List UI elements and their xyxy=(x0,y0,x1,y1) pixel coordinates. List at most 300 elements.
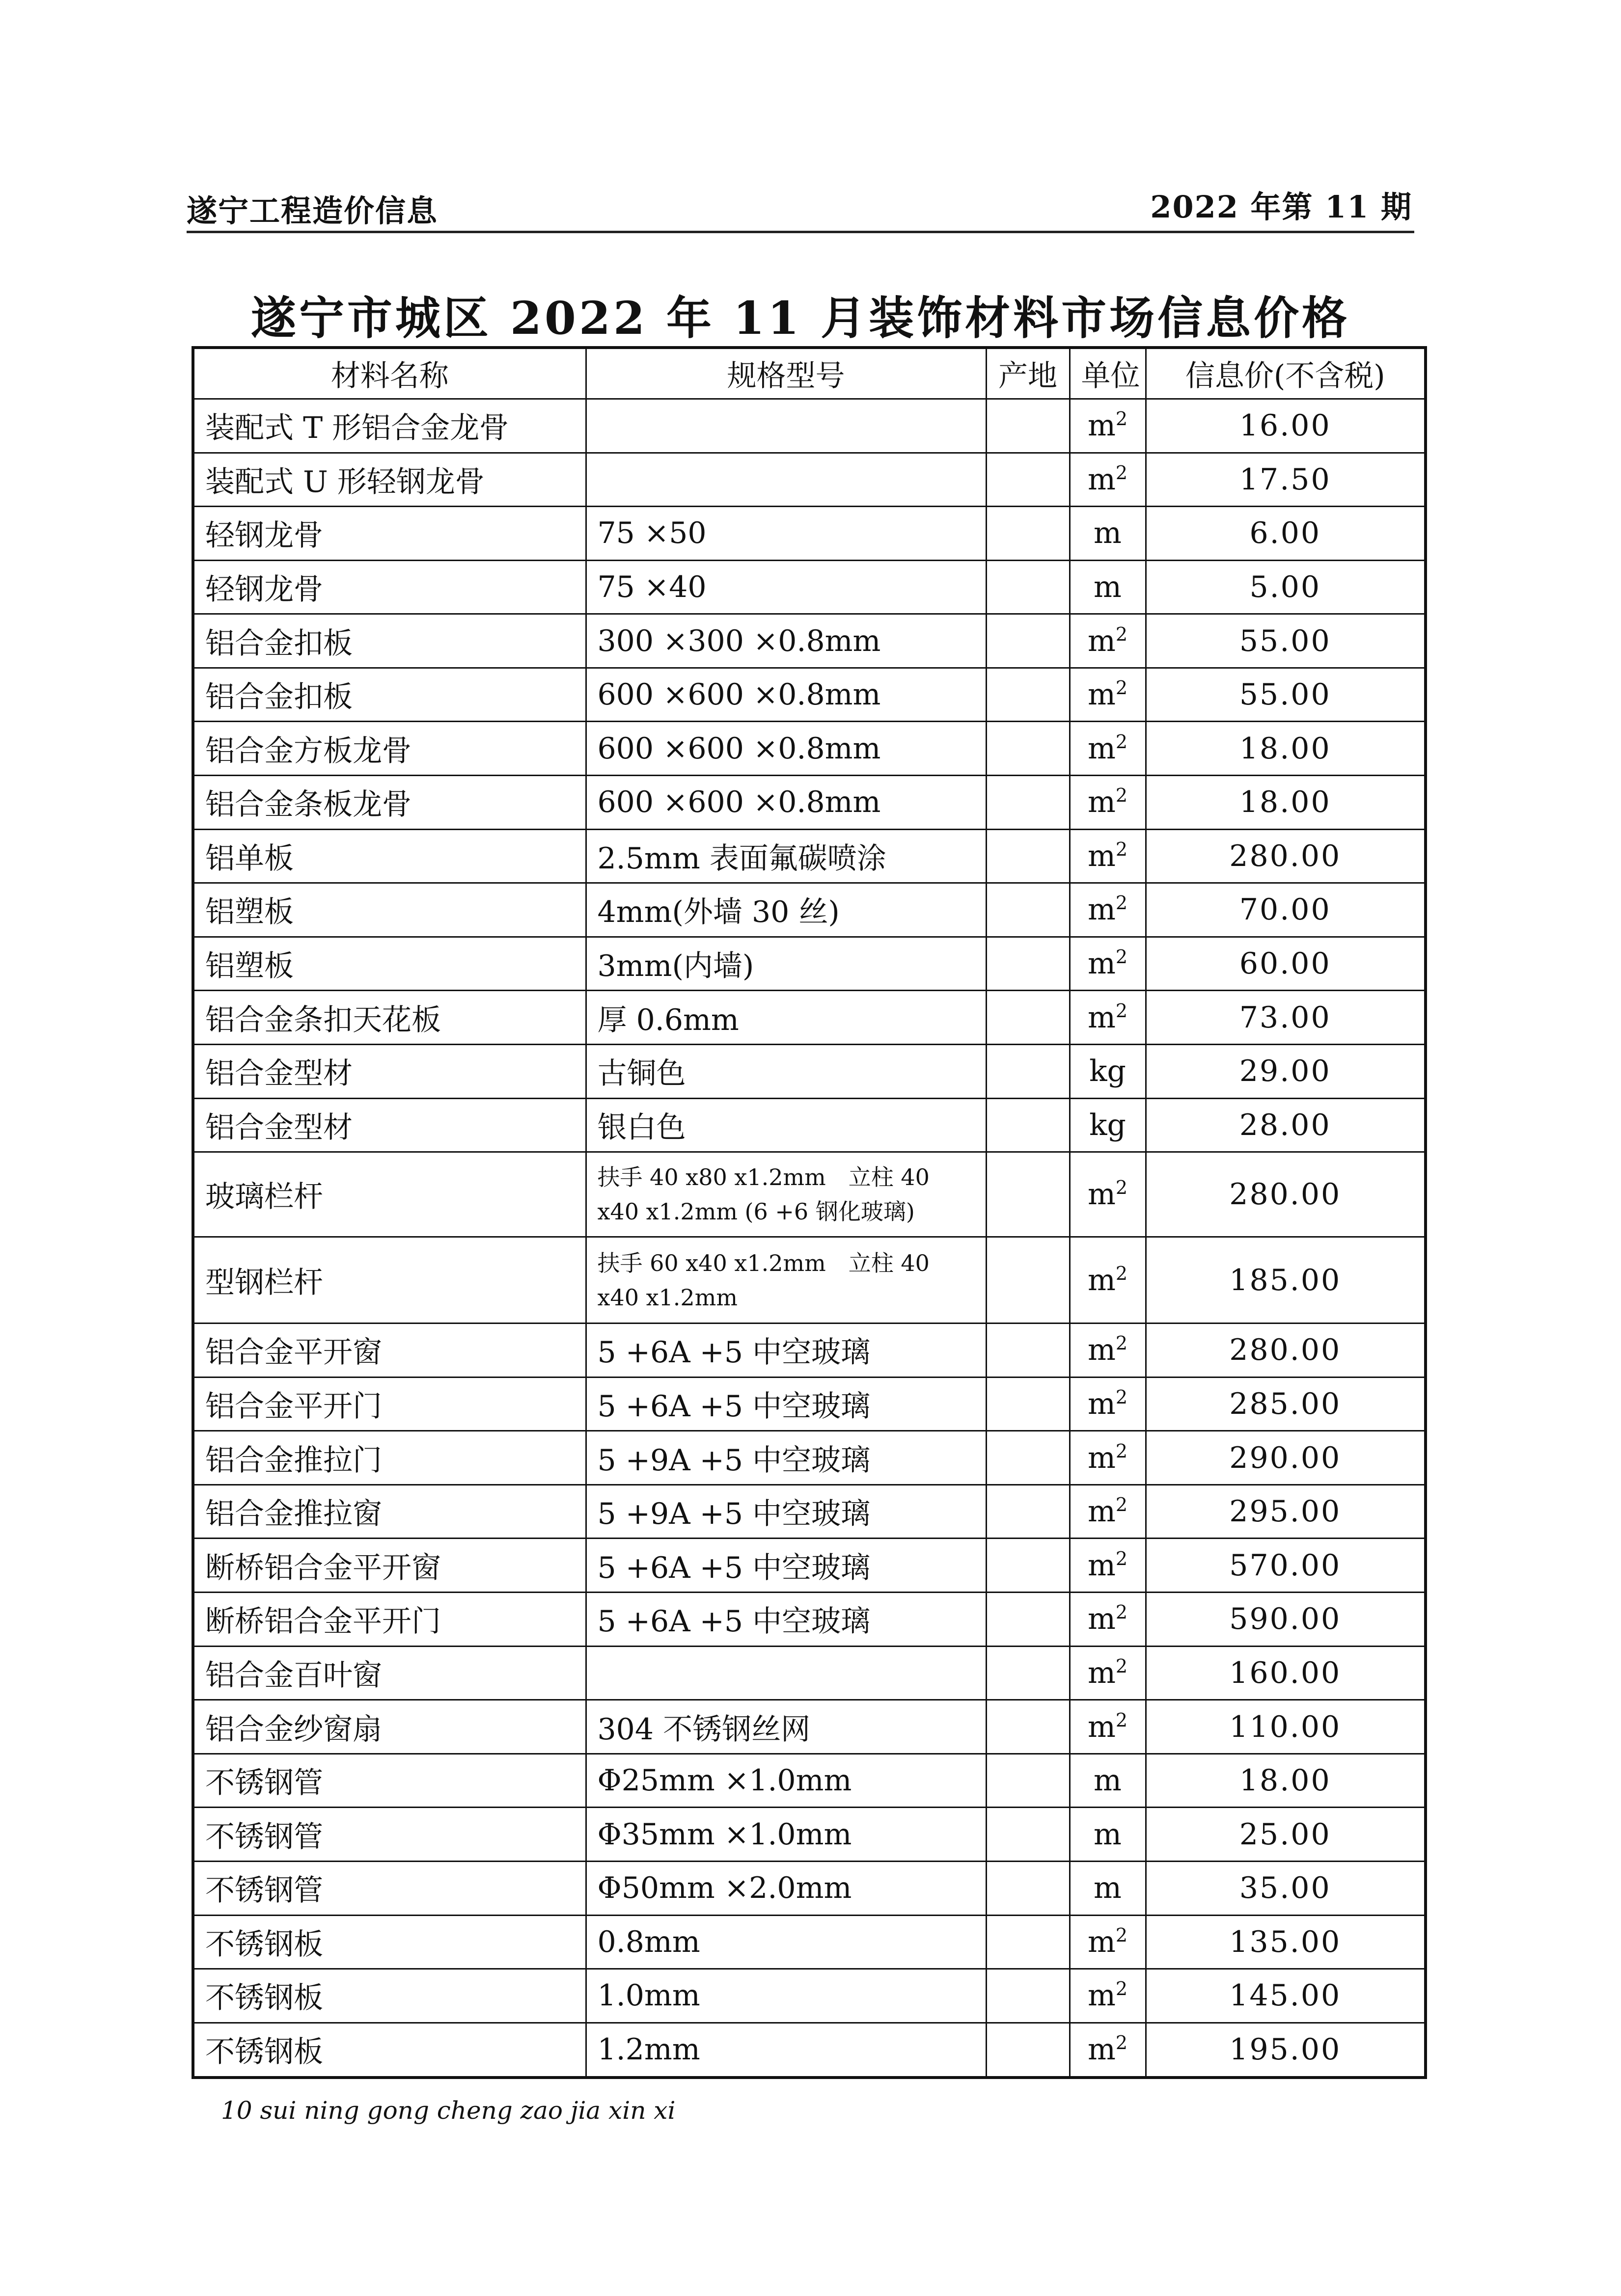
spec-cell xyxy=(586,991,986,1045)
spec-cell-text: 古铜色 xyxy=(597,1056,686,1091)
table-row xyxy=(193,1377,1426,1431)
price-cell xyxy=(1146,1539,1426,1593)
table-row xyxy=(193,991,1426,1045)
price-cell xyxy=(1146,453,1426,507)
spec-cell xyxy=(586,1237,986,1324)
material-name-cell xyxy=(193,722,586,776)
price-cell-text: 6.00 xyxy=(1249,516,1321,551)
price-cell xyxy=(1146,829,1426,883)
unit-cell xyxy=(1070,1808,1146,1862)
unit-cell xyxy=(1070,1098,1146,1152)
material-name-cell xyxy=(193,1861,586,1915)
unit-cell-text: m xyxy=(1094,516,1122,551)
material-name-cell xyxy=(193,883,586,937)
material-name-cell-text: 铝塑板 xyxy=(205,895,294,930)
spec-cell xyxy=(586,1646,986,1700)
material-name-cell-text: 铝合金推拉门 xyxy=(205,1443,382,1478)
origin-cell xyxy=(986,668,1070,722)
spec-cell xyxy=(586,1754,986,1808)
material-name-cell xyxy=(193,1237,586,1324)
spec-cell-text: 0.8mm xyxy=(597,1924,700,1959)
spec-cell xyxy=(586,507,986,561)
unit-cell-text: m xyxy=(1087,1494,1116,1529)
origin-cell xyxy=(986,883,1070,937)
price-cell xyxy=(1146,1593,1426,1647)
material-name-cell-text: 不锈钢管 xyxy=(205,1766,323,1801)
origin-cell xyxy=(986,1861,1070,1915)
square-superscript: 2 xyxy=(1115,2032,1128,2054)
origin-cell xyxy=(986,991,1070,1045)
spec-cell xyxy=(586,829,986,883)
table-row xyxy=(193,1593,1426,1647)
unit-cell xyxy=(1070,883,1146,937)
table-row xyxy=(193,614,1426,668)
material-name-cell-text: 轻钢龙骨 xyxy=(205,572,323,607)
spec-cell-text: 5 +9A +5 中空玻璃 xyxy=(597,1497,871,1532)
price-cell xyxy=(1146,399,1426,453)
spec-cell-text: Φ50mm ×2.0mm xyxy=(597,1871,852,1906)
spec-cell-text: 厚 0.6mm xyxy=(597,1002,739,1037)
unit-cell-text: m xyxy=(1087,408,1116,443)
material-name-cell xyxy=(193,2023,586,2078)
material-name-cell-text: 铝合金方板龙骨 xyxy=(205,733,412,768)
material-name-cell xyxy=(193,776,586,830)
spec-cell xyxy=(586,776,986,830)
spec-cell xyxy=(586,2023,986,2078)
price-cell-text: 195.00 xyxy=(1229,2032,1342,2067)
origin-cell xyxy=(986,453,1070,507)
table-row xyxy=(193,1861,1426,1915)
origin-cell xyxy=(986,2023,1070,2078)
material-name-cell xyxy=(193,1915,586,1969)
table-header-row xyxy=(193,348,1426,399)
material-name-cell-text: 装配式 T 形铝合金龙骨 xyxy=(205,411,509,446)
material-name-cell xyxy=(193,399,586,453)
unit-cell-text: m xyxy=(1087,677,1116,712)
material-name-cell xyxy=(193,937,586,991)
origin-cell xyxy=(986,1915,1070,1969)
table-row xyxy=(193,2023,1426,2078)
spec-cell xyxy=(586,1700,986,1754)
publication-title: 遂宁工程造价信息 xyxy=(187,193,439,229)
spec-cell xyxy=(586,883,986,937)
spec-cell-text: Φ35mm ×1.0mm xyxy=(597,1817,852,1852)
unit-cell xyxy=(1070,560,1146,614)
origin-cell xyxy=(986,1098,1070,1152)
spec-cell xyxy=(586,1324,986,1378)
material-name-cell-text: 铝合金型材 xyxy=(205,1056,353,1091)
price-cell-text: 185.00 xyxy=(1229,1263,1342,1297)
price-cell xyxy=(1146,1969,1426,2023)
square-superscript: 2 xyxy=(1115,1262,1128,1284)
material-name-cell xyxy=(193,1098,586,1152)
origin-cell xyxy=(986,1808,1070,1862)
unit-cell xyxy=(1070,991,1146,1045)
column-header-price: 信息价(不含税) xyxy=(1146,348,1426,399)
price-cell-text: 295.00 xyxy=(1229,1494,1342,1529)
material-name-cell-text: 铝塑板 xyxy=(205,949,294,984)
table-row xyxy=(193,1539,1426,1593)
unit-cell-text: m xyxy=(1087,462,1116,497)
price-cell-text: 60.00 xyxy=(1239,946,1331,981)
material-name-cell-text: 铝合金纱窗扇 xyxy=(205,1712,382,1747)
price-cell xyxy=(1146,560,1426,614)
price-cell xyxy=(1146,614,1426,668)
price-cell xyxy=(1146,2023,1426,2078)
unit-cell xyxy=(1070,453,1146,507)
price-cell-text: 28.00 xyxy=(1239,1107,1331,1142)
material-name-cell xyxy=(193,1754,586,1808)
unit-cell xyxy=(1070,1593,1146,1647)
origin-cell xyxy=(986,937,1070,991)
spec-cell-text: 4mm(外墙 30 丝) xyxy=(597,895,840,930)
price-cell-text: 73.00 xyxy=(1239,1000,1331,1035)
material-name-cell-text: 型钢栏杆 xyxy=(205,1265,323,1300)
spec-cell-text: 75 ×50 xyxy=(597,516,707,551)
material-name-cell xyxy=(193,1969,586,2023)
material-name-cell-text: 铝合金平开窗 xyxy=(205,1335,382,1370)
square-superscript: 2 xyxy=(1115,730,1128,753)
origin-cell xyxy=(986,399,1070,453)
origin-cell xyxy=(986,1593,1070,1647)
material-name-cell xyxy=(193,1152,586,1237)
material-name-cell xyxy=(193,1646,586,1700)
unit-cell-text: m xyxy=(1087,1333,1116,1368)
square-superscript: 2 xyxy=(1115,1601,1128,1623)
unit-cell xyxy=(1070,1646,1146,1700)
price-cell-text: 570.00 xyxy=(1229,1548,1342,1583)
spec-cell xyxy=(586,668,986,722)
price-cell-text: 280.00 xyxy=(1229,1177,1342,1212)
square-superscript: 2 xyxy=(1115,1177,1128,1199)
material-name-cell-text: 铝单板 xyxy=(205,841,294,876)
table-row xyxy=(193,453,1426,507)
price-cell-text: 110.00 xyxy=(1229,1709,1342,1744)
price-cell xyxy=(1146,1485,1426,1539)
material-name-cell xyxy=(193,507,586,561)
price-cell-text: 70.00 xyxy=(1239,892,1331,927)
unit-cell-text: m xyxy=(1087,1978,1116,2013)
spec-cell xyxy=(586,453,986,507)
unit-cell-text: m xyxy=(1087,785,1116,820)
price-cell xyxy=(1146,1808,1426,1862)
material-name-cell-text: 铝合金条扣天花板 xyxy=(205,1002,441,1037)
origin-cell xyxy=(986,507,1070,561)
price-cell-text: 590.00 xyxy=(1229,1602,1342,1637)
price-cell-text: 18.00 xyxy=(1239,785,1331,820)
table-row xyxy=(193,507,1426,561)
unit-cell-text: m xyxy=(1087,1655,1116,1690)
unit-cell xyxy=(1070,937,1146,991)
material-name-cell-text: 轻钢龙骨 xyxy=(205,518,323,553)
material-name-cell xyxy=(193,1431,586,1485)
table-row xyxy=(193,1237,1426,1324)
price-cell-text: 55.00 xyxy=(1239,623,1331,658)
unit-cell xyxy=(1070,829,1146,883)
material-name-cell-text: 铝合金平开门 xyxy=(205,1389,382,1424)
price-cell-text: 35.00 xyxy=(1239,1871,1331,1906)
spec-cell xyxy=(586,1152,986,1237)
origin-cell xyxy=(986,1152,1070,1237)
spec-cell xyxy=(586,1539,986,1593)
unit-cell-text: m xyxy=(1087,1000,1116,1035)
spec-cell-text: 5 +6A +5 中空玻璃 xyxy=(597,1604,871,1639)
square-superscript: 2 xyxy=(1115,1978,1128,2000)
material-name-cell-text: 断桥铝合金平开窗 xyxy=(205,1550,441,1585)
price-cell-text: 17.50 xyxy=(1239,462,1331,497)
origin-cell xyxy=(986,1044,1070,1098)
spec-cell xyxy=(586,1431,986,1485)
column-header-name: 材料名称 xyxy=(193,348,586,399)
spec-cell-text: 600 ×600 ×0.8mm xyxy=(597,731,881,766)
square-superscript: 2 xyxy=(1115,1709,1128,1731)
unit-cell-text: m xyxy=(1087,1548,1116,1583)
spec-cell xyxy=(586,1044,986,1098)
price-cell-text: 18.00 xyxy=(1239,731,1331,766)
unit-cell xyxy=(1070,2023,1146,2078)
spec-cell-text: 304 不锈钢丝网 xyxy=(597,1712,811,1747)
spec-cell xyxy=(586,1915,986,1969)
price-cell-text: 55.00 xyxy=(1239,677,1331,712)
unit-cell xyxy=(1070,1324,1146,1378)
origin-cell xyxy=(986,829,1070,883)
unit-cell-text: m xyxy=(1087,731,1116,766)
square-superscript: 2 xyxy=(1115,999,1128,1022)
unit-cell-text: m xyxy=(1094,1817,1122,1852)
price-cell xyxy=(1146,883,1426,937)
unit-cell xyxy=(1070,1431,1146,1485)
price-cell xyxy=(1146,1915,1426,1969)
material-name-cell-text: 不锈钢板 xyxy=(205,2035,323,2070)
material-name-cell xyxy=(193,1044,586,1098)
spec-cell-text: 扶手 60 x40 x1.2mm 立柱 40 x40 x1.2mm xyxy=(597,1249,930,1311)
material-name-cell xyxy=(193,1539,586,1593)
price-cell xyxy=(1146,1861,1426,1915)
square-superscript: 2 xyxy=(1115,461,1128,484)
unit-cell-text: m xyxy=(1087,946,1116,981)
spec-cell-text: 1.2mm xyxy=(597,2032,700,2067)
material-name-cell-text: 玻璃栏杆 xyxy=(205,1180,323,1215)
unit-cell-text: m xyxy=(1087,623,1116,658)
price-cell xyxy=(1146,668,1426,722)
unit-cell xyxy=(1070,776,1146,830)
spec-cell-text: 5 +6A +5 中空玻璃 xyxy=(597,1389,871,1424)
price-cell-text: 145.00 xyxy=(1229,1978,1342,2013)
origin-cell xyxy=(986,1377,1070,1431)
price-cell xyxy=(1146,1098,1426,1152)
price-cell xyxy=(1146,1754,1426,1808)
price-cell-text: 135.00 xyxy=(1229,1924,1342,1959)
square-superscript: 2 xyxy=(1115,1332,1128,1354)
spec-cell-text: Φ25mm ×1.0mm xyxy=(597,1763,852,1798)
unit-cell xyxy=(1070,1969,1146,2023)
table-row xyxy=(193,668,1426,722)
material-name-cell xyxy=(193,1700,586,1754)
unit-cell xyxy=(1070,614,1146,668)
material-name-cell xyxy=(193,1593,586,1647)
spec-cell-text: 75 ×40 xyxy=(597,570,707,605)
table-row xyxy=(193,1431,1426,1485)
table-row xyxy=(193,883,1426,937)
square-superscript: 2 xyxy=(1115,677,1128,699)
square-superscript: 2 xyxy=(1115,1924,1128,1946)
price-cell-text: 29.00 xyxy=(1239,1054,1331,1089)
origin-cell xyxy=(986,1237,1070,1324)
spec-cell xyxy=(586,399,986,453)
table-row xyxy=(193,1754,1426,1808)
material-name-cell xyxy=(193,453,586,507)
square-superscript: 2 xyxy=(1115,1386,1128,1408)
material-name-cell-text: 铝合金型材 xyxy=(205,1110,353,1145)
table-body xyxy=(193,399,1426,2078)
material-name-cell xyxy=(193,1324,586,1378)
origin-cell xyxy=(986,722,1070,776)
origin-cell xyxy=(986,1969,1070,2023)
spec-cell xyxy=(586,722,986,776)
price-cell xyxy=(1146,937,1426,991)
origin-cell xyxy=(986,1754,1070,1808)
unit-cell xyxy=(1070,722,1146,776)
origin-cell xyxy=(986,1646,1070,1700)
material-name-cell xyxy=(193,829,586,883)
price-cell xyxy=(1146,1237,1426,1324)
material-name-cell xyxy=(193,991,586,1045)
spec-cell-text: 扶手 40 x80 x1.2mm 立柱 40 x40 x1.2mm (6 +6 钢化玻璃) xyxy=(597,1164,930,1225)
spec-cell-text: 1.0mm xyxy=(597,1978,700,2013)
unit-cell-text: m xyxy=(1087,1709,1116,1744)
material-name-cell xyxy=(193,1377,586,1431)
spec-cell xyxy=(586,1098,986,1152)
material-name-cell-text: 铝合金百叶窗 xyxy=(205,1658,382,1693)
table-row xyxy=(193,1098,1426,1152)
square-superscript: 2 xyxy=(1115,1547,1128,1569)
spec-cell-text: 600 ×600 ×0.8mm xyxy=(597,677,881,712)
table-row xyxy=(193,937,1426,991)
table-row xyxy=(193,722,1426,776)
price-cell-text: 16.00 xyxy=(1239,408,1331,443)
table-row xyxy=(193,399,1426,453)
origin-cell xyxy=(986,1539,1070,1593)
price-cell xyxy=(1146,776,1426,830)
unit-cell-text: m xyxy=(1087,892,1116,927)
header-divider xyxy=(187,231,1414,233)
issue-label: 2022 年第 11 期 xyxy=(1150,189,1412,225)
material-name-cell xyxy=(193,614,586,668)
square-superscript: 2 xyxy=(1115,1494,1128,1516)
material-name-cell-text: 不锈钢板 xyxy=(205,1981,323,2016)
table-row xyxy=(193,1646,1426,1700)
price-table xyxy=(192,346,1427,2079)
page-title: 遂宁市城区 2022 年 11 月装饰材料市场信息价格 xyxy=(250,292,1350,345)
table-row xyxy=(193,1324,1426,1378)
unit-cell xyxy=(1070,1754,1146,1808)
unit-cell xyxy=(1070,1152,1146,1237)
price-cell-text: 285.00 xyxy=(1229,1387,1342,1422)
price-cell xyxy=(1146,1431,1426,1485)
table-row xyxy=(193,1969,1426,2023)
spec-cell xyxy=(586,1377,986,1431)
spec-cell xyxy=(586,937,986,991)
unit-cell-text: m xyxy=(1087,838,1116,873)
table-row xyxy=(193,560,1426,614)
spec-cell-text: 300 ×300 ×0.8mm xyxy=(597,623,881,658)
unit-cell-text: m xyxy=(1094,1763,1122,1798)
table-row xyxy=(193,1485,1426,1539)
spec-cell-text: 5 +6A +5 中空玻璃 xyxy=(597,1335,871,1370)
price-cell xyxy=(1146,1377,1426,1431)
material-name-cell-text: 断桥铝合金平开门 xyxy=(205,1604,441,1639)
unit-cell-text: kg xyxy=(1089,1054,1126,1089)
spec-cell xyxy=(586,1808,986,1862)
material-name-cell-text: 不锈钢管 xyxy=(205,1819,323,1854)
material-name-cell-text: 铝合金扣板 xyxy=(205,680,353,715)
price-cell-text: 25.00 xyxy=(1239,1817,1331,1852)
price-cell-text: 18.00 xyxy=(1239,1763,1331,1798)
material-name-cell-text: 不锈钢板 xyxy=(205,1927,323,1962)
material-name-cell xyxy=(193,668,586,722)
origin-cell xyxy=(986,1431,1070,1485)
unit-cell-text: m xyxy=(1087,2032,1116,2067)
material-name-cell-text: 不锈钢管 xyxy=(205,1873,323,1908)
square-superscript: 2 xyxy=(1115,838,1128,860)
spec-cell xyxy=(586,1485,986,1539)
price-cell-text: 280.00 xyxy=(1229,1333,1342,1368)
unit-cell-text: m xyxy=(1087,1440,1116,1475)
square-superscript: 2 xyxy=(1115,623,1128,645)
price-cell xyxy=(1146,1646,1426,1700)
spec-cell-text: 5 +9A +5 中空玻璃 xyxy=(597,1443,871,1478)
square-superscript: 2 xyxy=(1115,408,1128,430)
square-superscript: 2 xyxy=(1115,784,1128,807)
unit-cell xyxy=(1070,1539,1146,1593)
spec-cell-text: 600 ×600 ×0.8mm xyxy=(597,785,881,820)
table-row xyxy=(193,1700,1426,1754)
price-cell xyxy=(1146,722,1426,776)
price-cell xyxy=(1146,991,1426,1045)
square-superscript: 2 xyxy=(1115,892,1128,914)
table-row xyxy=(193,1044,1426,1098)
column-header-origin: 产地 xyxy=(986,348,1070,399)
square-superscript: 2 xyxy=(1115,1655,1128,1677)
table-row xyxy=(193,776,1426,830)
material-name-cell-text: 装配式 U 形轻钢龙骨 xyxy=(205,464,485,499)
origin-cell xyxy=(986,1700,1070,1754)
material-name-cell-text: 铝合金扣板 xyxy=(205,626,353,661)
column-header-spec: 规格型号 xyxy=(586,348,986,399)
table-row xyxy=(193,1808,1426,1862)
table-row xyxy=(193,829,1426,883)
origin-cell xyxy=(986,776,1070,830)
unit-cell-text: m xyxy=(1087,1387,1116,1422)
origin-cell xyxy=(986,1324,1070,1378)
unit-cell-text: m xyxy=(1087,1602,1116,1637)
unit-cell-text: m xyxy=(1087,1924,1116,1959)
spec-cell-text: 银白色 xyxy=(597,1110,686,1145)
spec-cell xyxy=(586,1593,986,1647)
material-name-cell-text: 铝合金条板龙骨 xyxy=(205,787,412,822)
price-cell-text: 5.00 xyxy=(1249,570,1321,605)
spec-cell xyxy=(586,614,986,668)
origin-cell xyxy=(986,614,1070,668)
unit-cell xyxy=(1070,1377,1146,1431)
price-cell-text: 160.00 xyxy=(1229,1655,1342,1690)
unit-cell xyxy=(1070,507,1146,561)
unit-cell xyxy=(1070,1700,1146,1754)
square-superscript: 2 xyxy=(1115,1440,1128,1462)
unit-cell xyxy=(1070,1915,1146,1969)
price-cell-text: 280.00 xyxy=(1229,838,1342,873)
material-name-cell xyxy=(193,1485,586,1539)
